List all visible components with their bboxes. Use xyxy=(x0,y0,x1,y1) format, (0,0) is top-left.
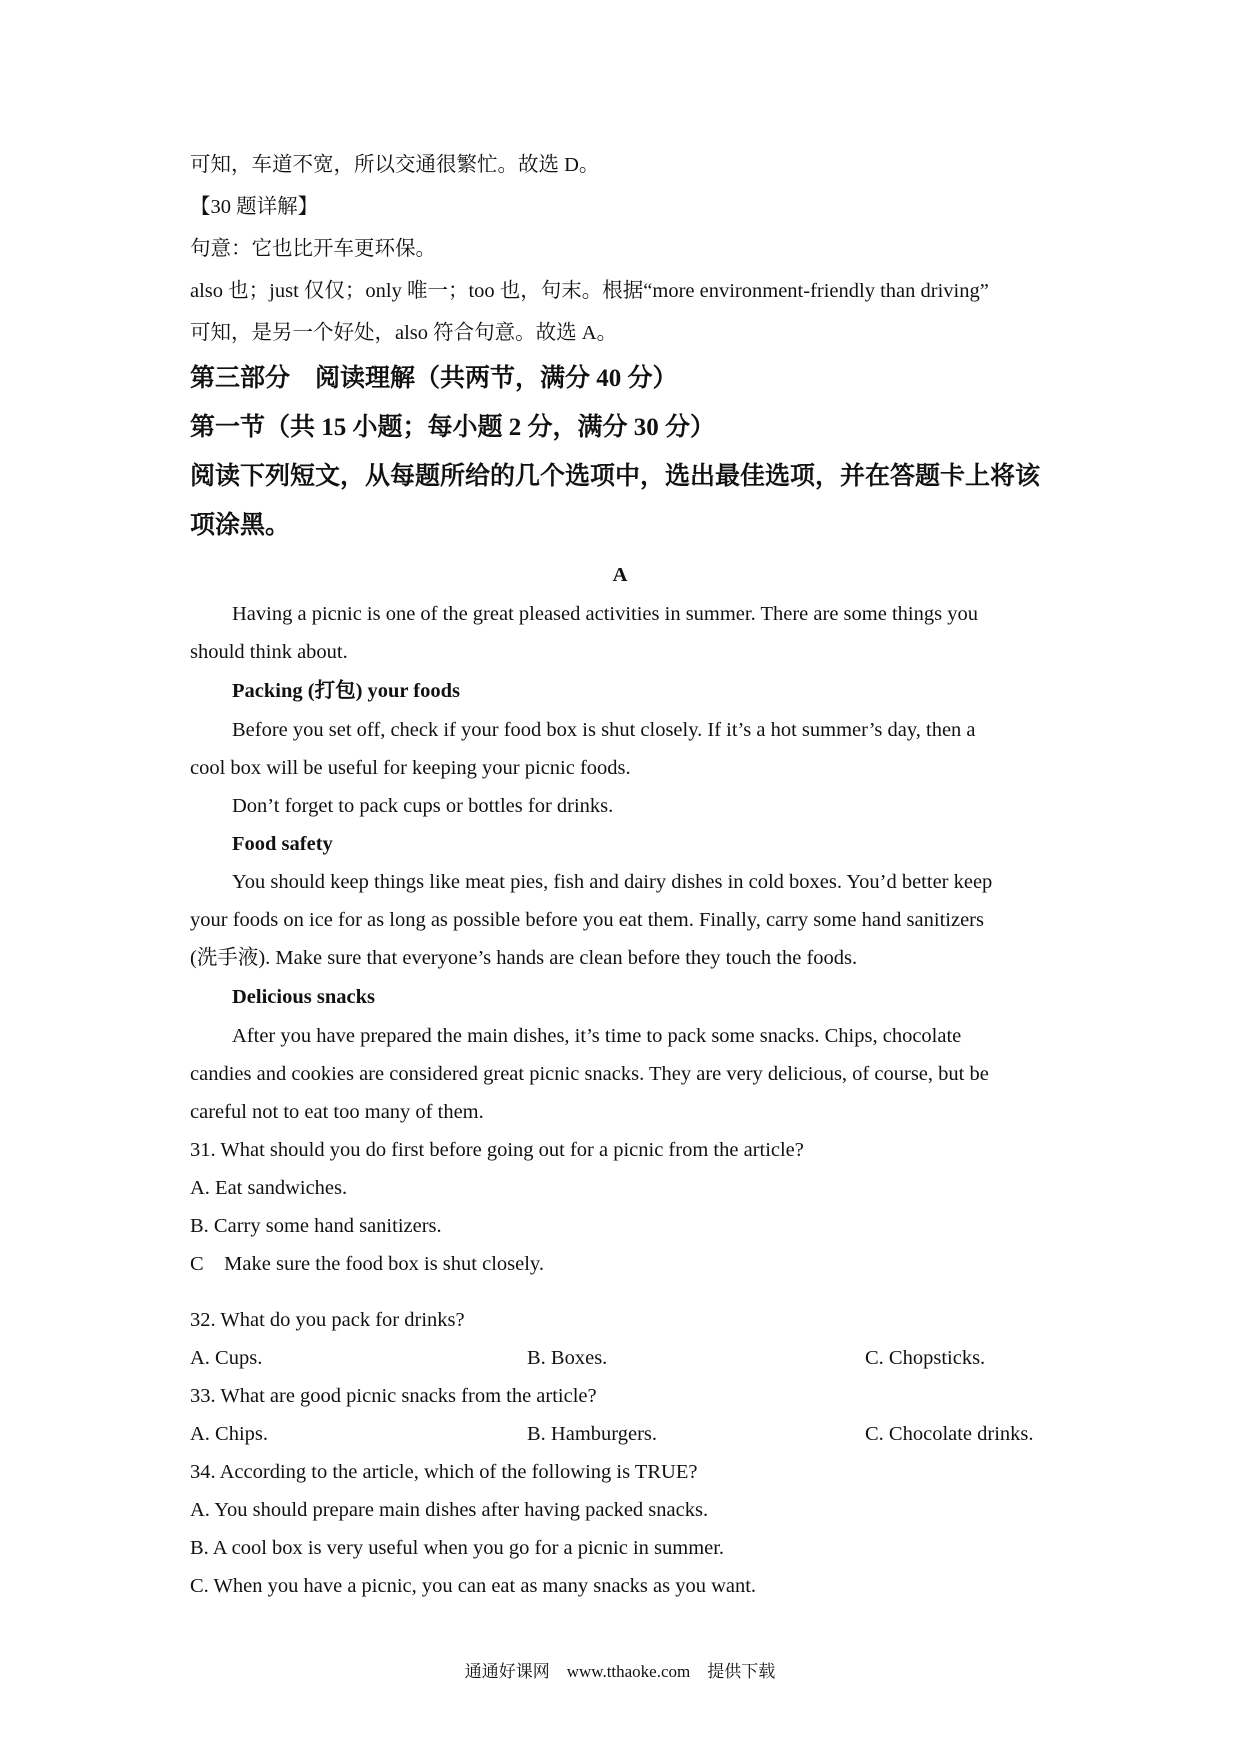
question-stem: 34. According to the article, which of the following is TRUE? xyxy=(190,1461,698,1483)
passage-label: A xyxy=(612,564,628,586)
page-footer[interactable]: 通通好课网 www.tthaoke.com 提供下载 xyxy=(464,1662,776,1681)
question-option: C Make sure the food box is shut closely. xyxy=(190,1253,544,1275)
passage-line: should think about. xyxy=(190,641,348,663)
passage-line: After you have prepared the main dishes, it’s time to pack some snacks. Chips, chocolate xyxy=(232,1025,962,1047)
question-option: B. Hamburgers. xyxy=(527,1423,658,1445)
passage-line: cool box will be useful for keeping your picnic foods. xyxy=(190,757,631,779)
q30-explanation-line: 可知，是另一个好处，also 符合句意。故选 A。 xyxy=(190,322,618,344)
passage-line: Before you set off, check if your food box is shut closely. If it’s a hot summer’s day, then a xyxy=(232,719,976,741)
passage-line: You should keep things like meat pies, fish and dairy dishes in cold boxes. You’d better keep xyxy=(232,871,993,893)
question-option: C. Chocolate drinks. xyxy=(865,1423,1034,1445)
question-option: B. Carry some hand sanitizers. xyxy=(190,1215,442,1237)
explanation-line: 可知，车道不宽，所以交通很繁忙。故选 D。 xyxy=(190,154,600,176)
question-stem: 32. What do you pack for drinks? xyxy=(190,1309,465,1331)
question-option: B. A cool box is very useful when you go for a picnic in summer. xyxy=(190,1537,725,1559)
question-stem: 31. What should you do first before going out for a picnic from the article? xyxy=(190,1139,804,1161)
instructions-line: 项涂黑。 xyxy=(190,512,291,539)
question-option: C. Chopsticks. xyxy=(865,1347,986,1369)
question-option: A. Cups. xyxy=(190,1347,263,1369)
passage-line: candies and cookies are considered great picnic snacks. They are very delicious, of course, but be xyxy=(190,1063,989,1085)
q30-explanation-line: also 也；just 仅仅；only 唯一；too 也，句末。根据“more environment-friendly than driving” xyxy=(190,280,989,302)
question-option: B. Boxes. xyxy=(527,1347,608,1369)
question-option: A. You should prepare main dishes after having packed snacks. xyxy=(190,1499,709,1521)
passage-line: (洗手液). Make sure that everyone’s hands are clean before they touch the foods. xyxy=(190,947,858,969)
instructions-line: 阅读下列短文，从每题所给的几个选项中，选出最佳选项，并在答题卡上将该 xyxy=(190,463,1041,490)
passage-heading: Packing (打包) your foods xyxy=(232,680,460,702)
passage-line: careful not to eat too many of them. xyxy=(190,1101,484,1123)
question-option: C. When you have a picnic, you can eat as many snacks as you want. xyxy=(190,1575,757,1597)
question-stem: 33. What are good picnic snacks from the article? xyxy=(190,1385,597,1407)
passage-heading: Food safety xyxy=(232,833,333,855)
passage-line: Don’t forget to pack cups or bottles for drinks. xyxy=(232,795,614,817)
question-option: A. Eat sandwiches. xyxy=(190,1177,348,1199)
passage-heading: Delicious snacks xyxy=(232,986,375,1008)
q30-meaning: 句意：它也比开车更环保。 xyxy=(190,238,436,260)
section-title: 第三部分 阅读理解（共两节，满分 40 分） xyxy=(190,365,678,392)
q30-header: 【30 题详解】 xyxy=(190,196,319,218)
passage-line: your foods on ice for as long as possible before you eat them. Finally, carry some hand sanitizers xyxy=(190,909,984,931)
passage-line: Having a picnic is one of the great pleased activities in summer. There are some things you xyxy=(232,603,978,625)
question-option: A. Chips. xyxy=(190,1423,269,1445)
section-subtitle: 第一节（共 15 小题；每小题 2 分，满分 30 分） xyxy=(190,414,716,441)
